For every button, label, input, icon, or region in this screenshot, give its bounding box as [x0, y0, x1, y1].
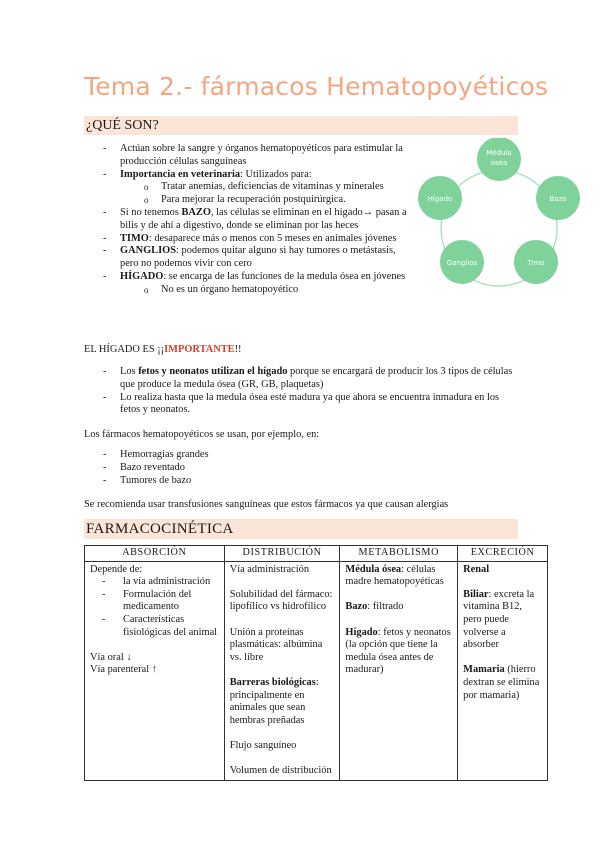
node-label-line2: ósea [490, 159, 508, 167]
section-heading-que-son: ¿QUÉ SON? [84, 116, 518, 135]
col-header-absorcion: ABSORCIÓN [85, 546, 225, 562]
cell-absorcion [85, 561, 225, 780]
list-item [120, 366, 520, 392]
list-item: - la vía administración [100, 576, 219, 589]
dist-p4-bold: Barreras biológicas [229, 676, 316, 688]
node-medula-osea [477, 138, 521, 181]
page-title: Tema 2.- fármacos Hematopoyéticos [84, 72, 549, 101]
table-header-row [85, 546, 548, 562]
item-text: : Utilizados para: [240, 168, 312, 180]
recommendation-text: Se recomienda usar transfusiones sanguíneas que estos fármacos ya que causan alergias [84, 499, 449, 510]
exc-e2-bold: Biliar [463, 588, 489, 600]
dist-p5: Flujo sanguíneo [229, 739, 297, 751]
item-bold: fetos y neonatos utilizan el hígado [138, 366, 288, 377]
organ-cycle-diagram [410, 138, 588, 288]
list-item [120, 392, 520, 418]
item-text: : desaparece más o menos con 5 meses en animales jóvenes [148, 232, 397, 244]
exc-e2 [463, 589, 542, 652]
col-header-metabolismo: METABOLISMO [340, 546, 458, 562]
higado-important-line [84, 344, 242, 357]
exc-e3 [463, 664, 542, 702]
item-pre: Si no tenemos [120, 206, 182, 218]
uses-list [120, 449, 420, 487]
met-m2 [345, 601, 452, 614]
node-label: Ganglios [446, 259, 478, 267]
node-label-line1: Médula [486, 149, 512, 157]
absorcion-list [90, 576, 219, 639]
item-text: Actúan sobre la sangre y órganos hematopoyéticos para estimular la producción células sanguíneas [120, 143, 403, 167]
cell-metabolismo [340, 561, 458, 780]
met-m3-bold: Hígado [345, 626, 378, 638]
absorcion-intro: Depende de: [90, 563, 143, 575]
item-bold: BAZO [181, 206, 211, 218]
item-bold: Importancia en veterinaria [120, 168, 241, 180]
higado-list [120, 366, 520, 417]
exc-e1-bold: Renal [463, 563, 490, 575]
col-header-distribucion: DISTRIBUCIÓN [224, 546, 340, 562]
via-parenteral: Vía parenteral ↑ [90, 664, 157, 676]
list-item [120, 207, 410, 233]
important-highlight: IMPORTANTE [164, 344, 235, 355]
list-item [120, 271, 410, 297]
met-m1 [345, 564, 452, 589]
item-bold: TIMO [120, 232, 149, 244]
met-m1-bold: Médula ósea [345, 563, 402, 575]
list-item [120, 233, 410, 246]
node-label: Timo [527, 259, 545, 267]
cell-distribucion [224, 561, 340, 780]
node-bazo [536, 176, 580, 220]
cell-excrecion [458, 561, 548, 780]
item-bold: HÍGADO [120, 270, 164, 282]
line-pre: EL HÍGADO ES ¡¡ [84, 344, 165, 355]
list-item: - Bazo reventado [120, 462, 420, 475]
item-bold: GANGLIOS [120, 245, 177, 257]
dist-p3: Unión a proteínas plasmáticas: albúmina vs. libre [229, 626, 323, 663]
dist-p6: Volumen de distribución [229, 765, 332, 777]
list-item [120, 245, 410, 271]
item-text: : podemos quitar alguno si hay tumores o metástasis, pero no podemos vivir con cero [120, 245, 396, 270]
col-header-excrecion: EXCRECIÓN [458, 546, 548, 562]
dist-p1: Vía administración [229, 563, 310, 575]
sub-item: o Tratar anemias, deficiencias de vitaminas y minerales [161, 181, 410, 194]
table-row [85, 561, 548, 780]
met-m2-bold: Bazo [345, 601, 368, 613]
dist-p2: Solubilidad del fármaco: lipofílico vs hidrofílico [229, 588, 333, 613]
via-oral: Vía oral ↓ [90, 651, 132, 663]
sub-list [120, 181, 410, 207]
node-label: Bazo [549, 195, 567, 203]
node-higado [418, 176, 462, 220]
list-item: - Características fisiológicas del animal [100, 614, 219, 639]
list-item [120, 169, 410, 207]
list-item: - Tumores de bazo [120, 475, 420, 488]
met-m3-text: : fetos y neonatos (la opción que tiene la medula ósea antes de madurar) [345, 626, 451, 676]
exc-e1 [463, 564, 542, 577]
list-item: - Formulación del medicamento [100, 589, 219, 614]
farmacocinetica-table [84, 545, 548, 781]
exc-e3-bold: Mamaria [463, 664, 505, 676]
exc-e3-text: (hierro dextran se elimina por mamaria) [463, 664, 540, 701]
list-item [120, 143, 410, 169]
node-timo [514, 240, 558, 284]
dist-p4 [230, 677, 335, 727]
item-text: porque se encargará de producir los 3 tipos de células que produce la medula ósea (GR, GB, plaquetas) [120, 366, 513, 390]
section-heading-farmacocinetica: FARMACOCINÉTICA [84, 519, 518, 539]
exc-e2-text: : excreta la vitamina B12, pero puede volverse a absorber [463, 588, 535, 651]
line-post: !! [234, 344, 242, 355]
que-son-list [120, 143, 410, 297]
node-ganglios [440, 240, 484, 284]
list-item: - Hemorragias grandes [120, 449, 420, 462]
sub-list [120, 284, 410, 297]
dist-p4-text: : principalmente en animales que sean hembras preñadas [229, 676, 319, 726]
sub-item: o No es un órgano hematopoyético [161, 284, 410, 297]
met-m1-text: : células madre hematopoyéticas [345, 563, 444, 588]
sub-item: o Para mejorar la recuperación postquirúrgica. [161, 194, 410, 207]
item-text: , las células se eliminan en el hígado→ pasan a bilis y de ahí a digestivo, donde se eliminan por las heces [120, 206, 407, 231]
item-text: Lo realiza hasta que la medula ósea esté madura ya que ahora se encuentra inmadura en los fetos y neonatos. [120, 391, 500, 416]
item-pre: Los [120, 366, 139, 377]
met-m3 [345, 627, 452, 677]
node-label: Hígado [427, 195, 453, 203]
uses-intro: Los fármacos hematopoyéticos se usan, por ejemplo, en: [84, 429, 320, 440]
met-m2-text: : filtrado [367, 601, 404, 613]
item-text: : se encarga de las funciones de la medula ósea en jóvenes [163, 270, 406, 282]
